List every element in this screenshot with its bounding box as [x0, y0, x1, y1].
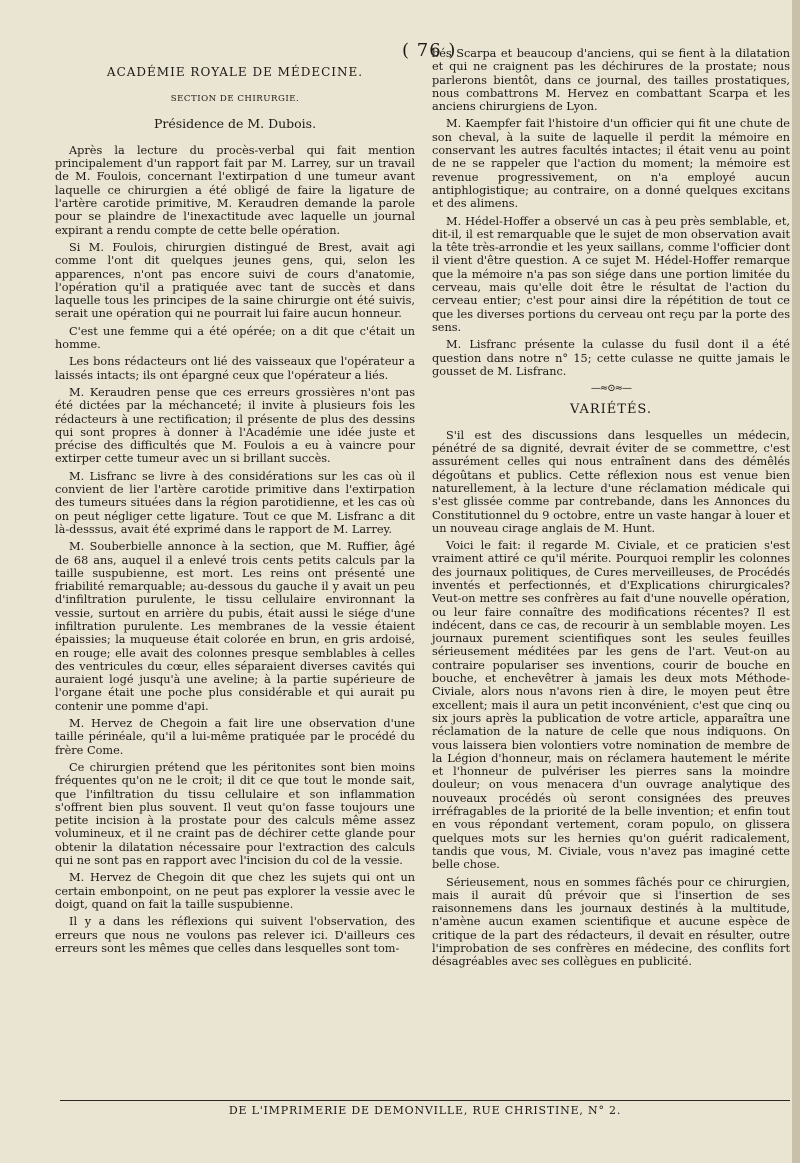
paragraph: M. Hervez de Chegoin a fait lire une observation d'une taille périnéale, qu'il a lui-même pratiquée par le procédé du frère Come. [55, 717, 415, 757]
paragraph: M. Keraudren pense que ces erreurs grossières n'ont pas été dictées par la méchanceté; il invite à plusieurs fois les rédacteurs à une rectification; il présente de plus des dessins qui sont propres à donner à l'Académie une idée juste et précise des difficultés que M. Foulois a eu à vaincre pour extirper cette tumeur avec un si brillant succès. [55, 385, 415, 466]
bottom-rule [60, 1100, 790, 1101]
paragraph: Si M. Foulois, chirurgien distingué de Brest, avait agi comme l'ont dit quelques jeunes gens, qui, selon les apparences, n'ont pas encore suivi de cours d'anatomie, l'opération qu'il a pratiquée avec tant de succès et dans laquelle tous les principes de la saine chirurgie ont été suivis, serait une opération qui ne pourrait lui faire aucun honneur. [55, 240, 415, 321]
presidence-line: Présidence de M. Dubois. [153, 115, 317, 131]
paragraph: Les bons rédacteurs ont lié des vaisseaux que l'opérateur a laissés intacts; ils ont épargné ceux que l'opérateur a liés. [55, 355, 415, 382]
paragraph: C'est une femme qui a été opérée; on a dit que c'était un homme. [55, 324, 415, 352]
paragraph: M. Souberbielle annonce à la section, que M. Ruffier, âgé de 68 ans, auquel il a enlevé trois cents petits calculs par la taille suspubienne, est mort. Les reins ont présenté une friabilité remarquable; au-dessous du gauche il y avait un peu d'infiltration purulente, le tissu cellulaire environnant la vessie, surtout en arrière du pubis, était aussi le siége d'une infiltration purulente. Les membranes de la vessie étaient épaissies; la muqueuse était colorée en brun, en gris ardoisé, en rouge; elle avait des colonnes presque semblables à celles des ventricules du cœur, elles séparaient diverses cavités qui auraient logé jusqu'à une aveline; à la partie supérieure de l'organe était une poche plus considérable et qui aurait pu contenir une pomme d'api. [55, 540, 415, 713]
academy-heading: ACADÉMIE ROYALE DE MÉDECINE. [106, 65, 364, 79]
paragraph: Sérieusement, nous en sommes fâchés pour ce chirurgien, mais il aurait dû prévoir que si l'insertion de ses raisonnemens dans les journaux destinés à la multitude, n'amène aucun examen scientifique et aucune espèce de critique de la part des rédacteurs, il devait en résulter, outre l'improbation de ses confrères en médecine, des conflits fort désagréables avec ses collègues en publicité. [432, 875, 790, 969]
paragraph: Ce chirurgien prétend que les péritonites sont bien moins fréquentes qu'on ne le croit; il dit ce que tout le monde sait, que l'infiltration du tissu cellulaire et son inflammation s'offrent bien plus souvent. Il veut qu'on fasse toujours une petite incision à la prostate pour des calculs même assez volumineux, et il ne craint pas de déchirer cette glande pour obtenir la dilatation nécessaire pour l'extraction des calculs qui ne sont pas en rapport avec l'incision du col de la vessie. [55, 760, 415, 868]
paragraph: Il y a dans les réflexions qui suivent l'observation, des erreurs que nous ne voulons pas relever ici. D'ailleurs ces erreurs sont les mêmes que celles dans lesquelles sont tom- [55, 915, 415, 955]
paragraph: M. Lisfranc présente la culasse du fusil dont il a été question dans notre n° 15; cette culasse ne quitte jamais le gousset de M. Lisfranc. [432, 338, 790, 378]
paragraph: Voici le fait: il regarde M. Civiale, et ce praticien s'est vraiment attiré ce qu'il mérite. Pourquoi remplir les colonnes des journaux politiques, de Cures merveilleuses, de Procédés inventés et perfectionnés, et d'Explications chirurgicales? Veut-on mettre ses confrères au fait d'une nouvelle opération, ou leur faire connaître des modifications récentes? Il est indécent, dans ce cas, de recourir à un semblable moyen. Les journaux purement scientifiques sont les seules feuilles sérieusement méditées par les gens de l'art. Veut-on au contraire populariser ses inventions, courir de bouche en bouche, et enchevêtrer à jamais les deux mots Méthode-Civiale, alors nous n'avons rien à dire, le moyen peut être excellent; mais il aura un petit inconvénient, c'est que cinq ou six jours après la publication de votre article, apparaîtra une réclamation de la nature de celle que nous indiquons. On vous laissera bien volontiers votre nomination de membre de la Légion d'honneur, mais on réclamera hautement le mérite et l'honneur de pulvériser les pierres sans la moindre douleur; on vous menacera d'un ouvrage analytique des nouveaux procédés où seront consignées des preuves irréfragables de la priorité de la belle invention; et enfin tout en vous répondant vertement, coram populo, on glissera quelques mots sur les hernies qu'on guérit radicalement, tandis que vous, M. Civiale, vous n'avez pas imaginé cette belle chose. [432, 539, 790, 872]
page-edge [792, 0, 800, 1163]
right-column [432, 47, 790, 973]
left-column [55, 60, 415, 959]
paragraph: S'il est des discussions dans lesquelles un médecin, pénétré de sa dignité, devrait éviter de se commettre, c'est assurément celles qui nous entraînent dans des démêlés dégoûtans et publics. Cette réflexion nous est venue bien naturellement, à la lecture d'une réclamation médicale qui s'est glissée comme par contrebande, dans les Annonces du Constitutionnel du 9 octobre, entre un vaste hangar à louer et un nouveau cirage anglais de M. Hunt. [432, 428, 790, 535]
paragraph: M. Hédel-Hoffer a observé un cas à peu près semblable, et, dit-il, il est remarquable que le sujet de mon observation avait la tête très-arrondie et les yeux saillans, comme l'officier dont il vient d'être question. A ce sujet M. Hédel-Hoffer remarque que la mémoire n'a pas son siége dans une portion limitée du cerveau, mais qu'elle doit être le résultat de l'action du cerveau entier; c'est pour ainsi dire la répétition de tout ce que les diverses portions du cerveau ont reçu par la porte des sens. [432, 214, 790, 334]
ornament-separator: —≈⊙≈— [590, 383, 632, 395]
page-number: ( 76 ) [402, 40, 457, 61]
paragraph: M. Hervez de Chegoin dit que chez les sujets qui ont un certain embonpoint, on ne peut pas explorer la vessie avec le doigt, quand on fait la taille suspubienne. [55, 871, 415, 911]
paragraph: M. Lisfranc se livre à des considérations sur les cas où il convient de lier l'artère carotide primitive dans l'extirpation des tumeurs situées dans la région parotidienne, et les cas où on peut négliger cette ligature. Tout ce que M. Lisfranc a dit là-desssus, avait été exprimé dans le rapport de M. Larrey. [55, 469, 415, 536]
continued-paragraph: bés Scarpa et beaucoup d'anciens, qui se fient à la dilatation et qui ne craignent pas les déchirures de la prostate; nous parlerons bientôt, dans ce journal, des tailles prostatiques, nous combattrons M. Hervez en combattant Scarpa et les anciens chirurgiens de Lyon. [432, 47, 790, 114]
varietes-heading: VARIÉTÉS. [569, 402, 653, 418]
paragraph: M. Kaempfer fait l'histoire d'un officier qui fit une chute de son cheval, à la suite de laquelle il perdit la mémoire en conservant les autres facultés intactes; il était venu au point de ne se rappeler que l'action du moment; la mémoire est revenue progressivement, on n'a employé aucun antiphlogistique; au contraire, on a donné quelques excitans et des alimens. [432, 117, 790, 211]
printer-footer: DE L'IMPRIMERIE DE DEMONVILLE, RUE CHRISTINE, N° 2. [228, 1104, 622, 1117]
paragraph: Après la lecture du procès-verbal qui fait mention principalement d'un rapport fait par M. Larrey, sur un travail de M. Foulois, concernant l'extirpation d une tumeur avant laquelle ce chirurgien a été obligé de faire la ligature de l'artère carotide primitive, M. Keraudren demande la parole pour se plaindre de l'inexactitude avec laquelle un journal expirant a rendu compte de cette belle opération. [55, 143, 415, 237]
section-heading: SECTION DE CHIRURGIE. [170, 94, 300, 105]
